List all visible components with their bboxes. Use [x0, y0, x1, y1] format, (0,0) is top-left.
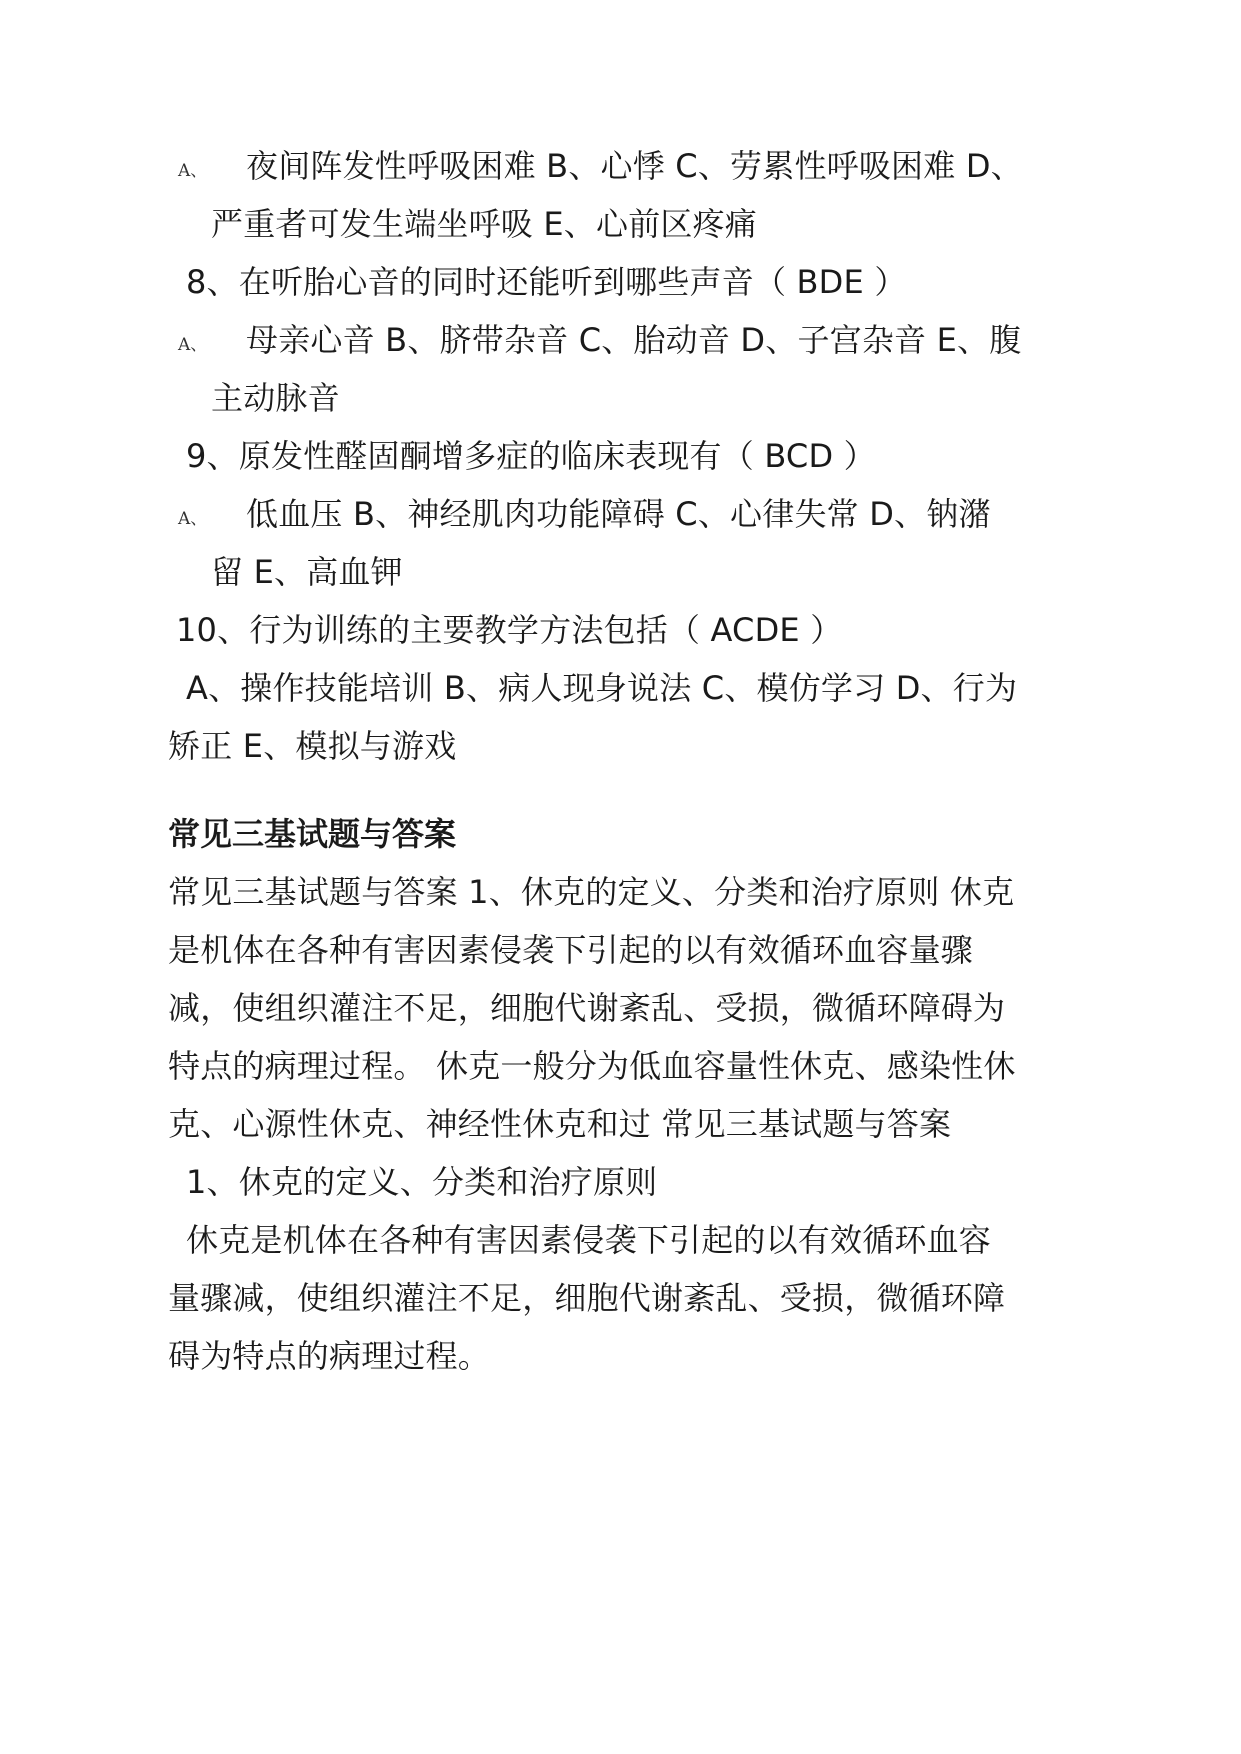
option-line: 留 E、高血钾 [211, 553, 403, 591]
option-marker: A、 [178, 509, 208, 529]
option-line: 夜间阵发性呼吸困难 B、心悸 C、劳累性呼吸困难 D、 [246, 147, 1023, 185]
question-stem: 8、在听胎心音的同时还能听到哪些声音（ BDE ） [186, 263, 907, 301]
paragraph-line: 常见三基试题与答案 1、休克的定义、分类和治疗原则 休克 [168, 873, 1015, 911]
option-marker: A、 [178, 161, 208, 181]
question-stem: 9、原发性醛固酮增多症的临床表现有（ BCD ） [186, 437, 876, 475]
paragraph-line: 量骤减，使组织灌注不足，细胞代谢紊乱、受损，微循环障 [168, 1279, 1006, 1317]
paragraph-line: 是机体在各种有害因素侵袭下引起的以有效循环血容量骤 [168, 931, 974, 969]
paragraph-line: 减，使组织灌注不足，细胞代谢紊乱、受损，微循环障碍为 [168, 989, 1006, 1027]
option-line: 严重者可发生端坐呼吸 E、心前区疼痛 [211, 205, 757, 243]
paragraph-line: 休克是机体在各种有害因素侵袭下引起的以有效循环血容 [186, 1221, 992, 1259]
option-marker: A、 [178, 335, 208, 355]
option-line: 母亲心音 B、脐带杂音 C、胎动音 D、子宫杂音 E、腹 [246, 321, 1022, 359]
option-line: 主动脉音 [211, 379, 340, 417]
option-line: 低血压 B、神经肌肉功能障碍 C、心律失常 D、钠潴 [246, 495, 991, 533]
paragraph-line: 克、心源性休克、神经性休克和过 常见三基试题与答案 [168, 1105, 952, 1143]
paragraph-line: 特点的病理过程。 休克一般分为低血容量性休克、感染性休 [168, 1047, 1016, 1085]
question-stem: 10、行为训练的主要教学方法包括（ ACDE ） [176, 611, 843, 649]
section-heading: 常见三基试题与答案 [168, 815, 457, 853]
paragraph-line: 碍为特点的病理过程。 [168, 1337, 491, 1375]
option-line: A、操作技能培训 B、病人现身说法 C、模仿学习 D、行为 [186, 669, 1018, 707]
subheading: 1、休克的定义、分类和治疗原则 [186, 1163, 658, 1201]
option-line: 矫正 E、模拟与游戏 [168, 727, 457, 765]
